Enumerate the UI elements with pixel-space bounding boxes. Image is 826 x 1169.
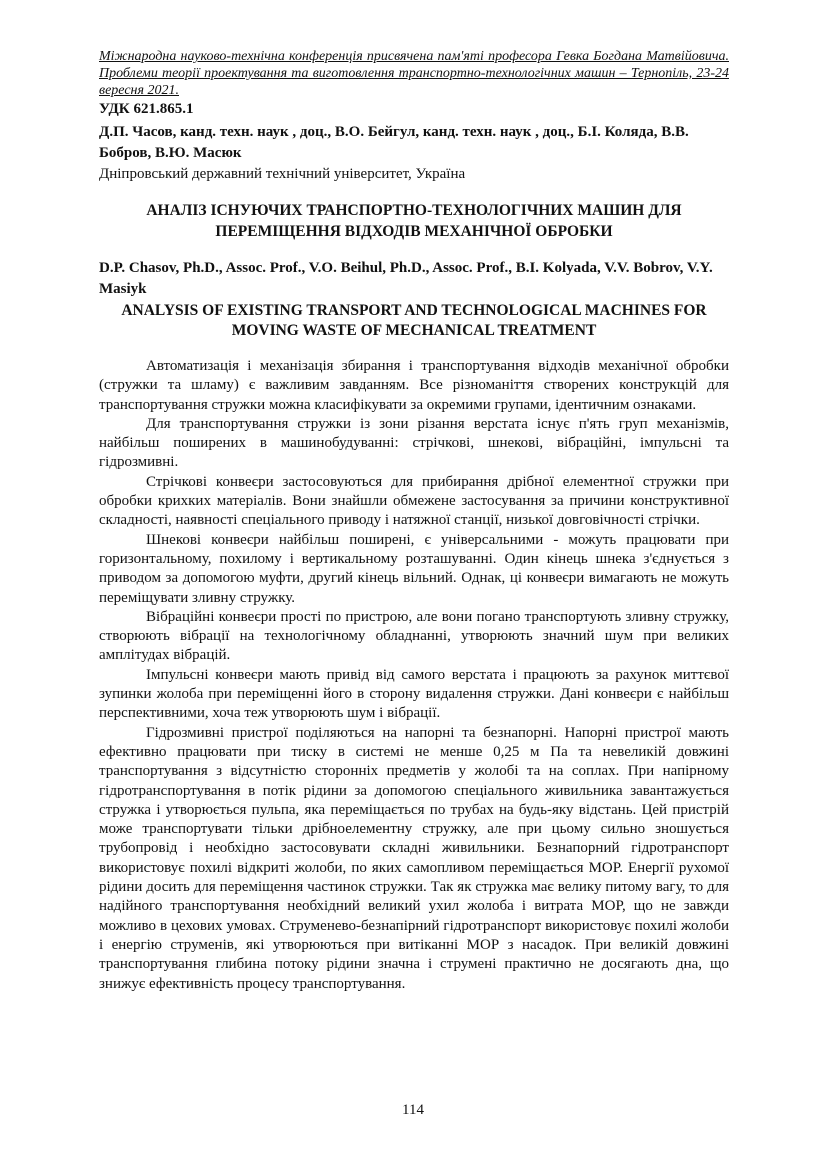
body-paragraph: Гідрозмивні пристрої поділяються на напорні та безнапорні. Напорні пристрої мають ефективно працювати при тиску в системі не менше 0,25 м Па та невеликій довжині транспортування з відсутністю сторонніх предметів у жолобі та на соплах. При напірному гідротранспортування в потік рідини за допомогою спеціального живильника завантажується стружка і утворюється пульпа, яка переміщається по трубах на будь-яку відстань. Цей пристрій може транспортувати тільки дрібноелементну стружку, але при цьому сильно зношується трубопровід і необхідно застосовувати складні живильники. Безнапорний гідротранспорт використовує похилі відкриті жолоби, по яких самопливом переміщається МОР. Енергії рухомої рідини досить для переміщення частинок стружки. Так як стружка має велику питому вагу, то для надійного транспортування необхідний великий ухил жолоба і витрата МОР, що не завжди можливо в цехових умовах. Струменево-безнапірний гідротранспорт використовує похилі жолоби і енергію струменів, які утворюються при витіканні МОР з насадок. При великій довжині транспортування глибина потоку рідини значна і струмені практично не досягають дна, що знижує ефективність процесу транспортування. [99, 724, 729, 992]
article-body [99, 357, 729, 994]
body-paragraph: Автоматизація і механізація збирання і транспортування відходів механічної обробки (стружки та шламу) є важливим завданням. Все різноманіття створених конструкцій для транспортування стружки можна класифікувати за окремими групами, ідентичним ознаками. [99, 358, 729, 413]
udc-code: УДК 621.865.1 [99, 101, 194, 117]
body-paragraph: Імпульсні конвеєри мають привід від самого верстата і працюють за рахунок миттєвої зупинки жолоба при переміщенні його в сторону видалення стружки. Дані конвеєри є найбільш перспективними, хоча теж утворюють шум і вібрації. [99, 666, 729, 722]
body-paragraph: Стрічкові конвеєри застосовуються для прибирання дрібної елементної стружки при обробки крихких матеріалів. Вони знайшли обмежене застосування за причини конструктивної складності, наявності спеціального приводу і натяжної станції, низької довговічності стрічки. [99, 473, 729, 529]
body-paragraph: Вібраційні конвеєри прості по пристрою, але вони погано транспортують зливну стружку, створюють вібрації на технологічному обладнанні, утворюють значний шум при великих амплітудах вібрацій. [99, 608, 729, 664]
authors-ukrainian: Д.П. Часов, канд. техн. наук , доц., В.О. Бейгул, канд. техн. наук , доц., Б.І. Коляда, В.В. Бобров, В.Ю. Масюк [99, 124, 689, 161]
body-paragraph: Для транспортування стружки із зони різання верстата існує п'ять груп механізмів, найбільш поширених в машинобудуванні: стрічкові, шнекові, вібраційні, імпульсні та гідрозмивні. [99, 415, 729, 471]
conference-header: Міжнародна науково-технічна конференція присвячена пам'яті професора Гевка Богдана Матвійовича. Проблеми теорії проектування та виготовлення транспортно-технологічних машин – Тернопіль, 23-24 вересня 2021. [99, 49, 729, 98]
title-english: ANALYSIS OF EXISTING TRANSPORT AND TECHNOLOGICAL MACHINES FOR MOVING WASTE OF MECHANICAL TREATMENT [121, 302, 707, 339]
body-paragraph: Шнекові конвеєри найбільш поширені, є універсальними - можуть працювати при горизонтальному, похилому і вертикальному розташуванні. Один кінець шнека з'єднується з приводом за допомогою муфти, другий кінець вільний. Однак, ці конвеєри вимагають не можуть переміщувати зливну стружку. [99, 531, 729, 606]
page-content [99, 48, 729, 994]
title-ukrainian: АНАЛІЗ ІСНУЮЧИХ ТРАНСПОРТНО-ТЕХНОЛОГІЧНИХ МАШИН ДЛЯ ПЕРЕМІЩЕННЯ ВІДХОДІВ МЕХАНІЧНОЇ ОБРОБКИ [146, 202, 682, 240]
affiliation: Дніпровський державний технічний університет, Україна [99, 166, 466, 182]
authors-english: D.P. Chasov, Ph.D., Assoc. Prof., V.O. Beihul, Ph.D., Assoc. Prof., B.I. Kolyada, V.V. Bobrov, V.Y. Masiyk [99, 260, 713, 297]
page-number: 114 [402, 1102, 424, 1118]
